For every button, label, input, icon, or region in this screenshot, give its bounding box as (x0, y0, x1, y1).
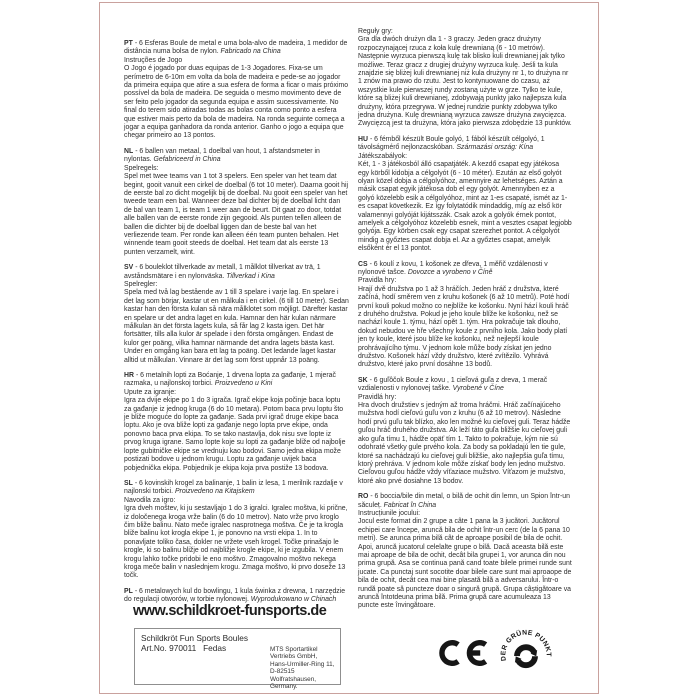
rules-text: Igra za dvije ekipe po 1 do 3 igrača. Igrač ekipe koja počinje baca loptu za gađanje iz jednog kruga (6 do 10 metara). Potom baca prvu loptu što je bliže moguće do lopte za gađanje. Sada prvi igrač druge ekipe baca loptu. Ako je ova bliže lopti za gađanje nego lopta prve ekipe, onda ponovno baca prva ekipa. To se tako nastavlja, dok nisu sve lopte iz prvog kruga igrane. Samo lopte koje su lopti za gađanje bliže od najbolje lopte gubitničke ekipe se vrednuju kao bodovi. Samo jedna ekipa može postizati bodove u jednom krugu. Loptu za gađanje uvijek baca pobjednička ekipa. Pobjednik je ekipa koja prva postiže 13 bodova. (124, 397, 346, 472)
rules-text: Hra dvoch družstiev s jedným až troma hráčmi. Hráč začínajúceho mužstva hodí cieľovú guľu von z kruhu (6 až 10 metrov). Následne hodí prvú guľu tak blízko, ako len možné ku cieľovej guli. Teraz hádže guľou hráč druhého družstva. Ak leží táto guľa bližšie ku cieľovej guli ako guľa tímu 1, hádže opäť tím 1. Takto to pokračuje, kým nie sú odohraté všetky gule prvého kola. Za body sa pokladajú len tie gule, ktoré sa nachádzajú ku cieľovej guli bližšie, ako najlepšia guľa tímu, ktorý prehráva. V jednom kole môže získať body len jedno mužstvo. Cieľovou guľou hádže vždy víťaziace mužstvo. Víťazom je mužstvo, ktoré ako prvé dosiahne 13 bodov. (358, 402, 571, 485)
section-hu (358, 136, 572, 254)
origin-note: Wyprodukowano w Chinach (250, 596, 337, 604)
gruene-punkt-curved-text: DER GRÜNE PUNKT (500, 629, 552, 662)
right-text-column (358, 28, 572, 618)
rules-heading: Pravidlá hry: (358, 393, 397, 401)
lang-code-sv: SV (124, 264, 134, 272)
section-sl (124, 480, 349, 581)
section-sk (358, 377, 572, 486)
origin-note: Proizvedeno u Kini (214, 380, 273, 388)
item-description: CS - 6 koulí z kovu, 1 košonek ze dřeva, 1 měřič vzdálenosti v nylonové tašce. Dovozce a vyrobeno v Číně (358, 260, 548, 276)
item-description: HR - 6 metalnih lopti za Boćanje, 1 drvena lopta za gađanje, 1 mjerač razmaka, u najlonskoj torbici. Proizvedeno u Kini (124, 372, 336, 388)
section-pt (124, 40, 349, 141)
item-description: SK - 6 guľôčok Boule z kovu , 1 cieľová guľa z dreva, 1 merač vzdialenosti v nylonovej taške. Vyrobené v Číne (358, 376, 548, 393)
lang-code-ro: RO (358, 493, 369, 501)
rules-heading: Pravidla hry: (358, 277, 397, 285)
origin-note: Származási ország: Kína (456, 144, 534, 152)
origin-note: Dovozce a vyrobeno v Číně (407, 268, 493, 276)
origin-note: Vyrobené v Číne (452, 385, 504, 393)
left-text-column (124, 40, 349, 612)
product-name: Schildkröt Fun Sports Boules (141, 633, 248, 643)
rules-heading: Játékszabályok: (358, 152, 408, 160)
lang-code-pt: PT (124, 40, 133, 47)
manufacturer-address: MTS Sportartikel Vertriebs GmbH, Hans-Urmiller-Ring 11, D-82515 Wolfratshausen, Germany. (270, 646, 335, 691)
lang-code-hr: HR (124, 372, 134, 380)
rules-heading: Reguły gry: (358, 28, 393, 35)
origin-note: Gefabriceerd in China (153, 156, 221, 164)
lang-code-hu: HU (358, 135, 368, 143)
rules-heading: Spelregler: (124, 280, 158, 288)
ce-mark-icon (439, 636, 493, 670)
section-sv (124, 264, 349, 365)
rules-text: Jocul este format din 2 grupe a câte 1 pana la 3 jucători. Jucătorul echipei care începe, aruncă bila de ochit într-un cerc (de la 6 pana 10 metri). Se arunca prima bilă cât de aproape posibil de bila de ochit. Apoi, aruncă jucatorul celelalte grupe o bilă. Dacă aceasta bilă este mai aproape de bila de ochit, decât bila grupei 1, vor arunca din nou prima grupă. Asa se continua pană cand toate bilele primei runde sunt jucate. Ca punctaj sunt socotite doar bilele care sunt mai aproaope de bila de ochit, decât cea mai bine plasată bilă a adversarului. Într-o rundă poate să puncteze doar o singură grupă. Grupa câștigătoare va aruncă întotdeuna prima bilă. Prima grupă care acumuleaza 13 puncte este învingătoare. (358, 518, 572, 610)
rules-text: Spela med två lag bestående av 1 till 3 spelare i varje lag. En spelare i det lag som börjar, kastar ut en målkula i en cirkel. (6 till 10 meter). Sedan kastar han den första kulan så nära målklotet som möjligt. Därefter kastar en spelare ur det andra laget en kula. Hamnar den här kulan närmare målkulan än det första lagets kula, så får lag 2 kasta igen. Det här fortsätter, tills alla kulor är spelade i den första omgången. Endast de kulor ger poäng, vilka hamnar närmande det andra lagets bästa kast. Under en omgång kan bara ett lag ta poäng. Det ledande laget kastar alltid ut målkulan. Vinnare är det lag som först uppnår 13 poäng. (124, 289, 349, 364)
article-number: Art.No. 970011 Fedas (141, 643, 227, 653)
rules-heading: Spelregels: (124, 164, 159, 172)
section-cs (358, 261, 572, 370)
item-description: SV - 6 bouleklot tillverkade av metall, 1 målklot tillverkat av trä, 1 avståndsmätare i en nylonväska. Tillverkad i Kina (124, 264, 321, 280)
gruene-punkt-icon (499, 626, 553, 681)
origin-note: Proizvedeno na Kitajskem (174, 488, 255, 496)
item-description: PL - 6 metalowych kul do bowlingu, 1 kula świnka z drewna, 1 narzędzie do regulacji otworów, w torbie nylonowej. Wyprodukowano w Chinach (124, 587, 346, 604)
section-pl-rules (358, 28, 572, 129)
lang-code-pl: PL (124, 587, 133, 595)
rules-heading: Upute za igranje: (124, 388, 177, 396)
rules-text: O Jogo é jogado por duas equipas de 1-3 Jogadores. Fixa-se um perímetro de 6-10m em volta da bola de madeira e pede-se ao jogador da primeira equipa que atire a sua esfera de forma a ficar o mais próximo possível da bola de madeira. De seguida o mesmo movimento deve de ser feito pelo jogador da segunda equipa e assim sucessivamente. No final do terem sido atiradas todas as bolas conta como ponto a esfera que estiver mais perto da bola de madeira. Na ronda seguinte começa a jogar a equipa ganhadora da ronda anterior. Ganho o jogo a equipa que chegar primeiro ao 13 pontos. (124, 65, 349, 140)
item-description: SL - 6 kovinskih krogel za balinanje, 1 balin iz lesa, 1 merilnik razdalje v najlonski torbici. Proizvedeno na Kitajskem (124, 479, 343, 496)
item-description: NL - 6 ballen van metaal, 1 doelbal van hout, 1 afstandsmeter in nylontas. Gefabriceerd in China (124, 147, 320, 164)
item-description: HU - 6 fémből készült Boule golyó, 1 fából készült célgolyó, 1 távolságmérő nejlonzacskóban. Származási ország: Kína (358, 135, 545, 152)
lang-code-sl: SL (124, 479, 133, 487)
section-hr (124, 372, 349, 473)
website-url: www.schildkroet-funsports.de (133, 603, 327, 619)
item-description: PT - 6 Esferas Boule de metal e uma bola-alvo de madeira, 1 medidor de distância numa bolsa de nylon. Fabricado na China (124, 40, 348, 56)
rules-text: Hrají dvě družstva po 1 až 3 hráčích. Jeden hráč z družstva, které začíná, hodí směrem ven z kruhu košonek (6 až 10 metrů). Poté hodí první kouli pokud možno co nejblíže ke košonku. Nyní hází kouli hráč z druhého družstva. Pokud je jeho koule blíže ke košonku, než se nachází koule 1. týmu, hází opět 1. tým. Hra pokračuje tak dlouho, dokud nebudou ve hře všechny koule z prvního kola. Jako body platí jen ty koule, které jsou blíže ke košonku, než nejlepší koule prohrávajícího týmu. V jednom kole může body získat jen jedno družstvo. Košonek hází vždy družstvo, které zvítězilo. Vyhrává družstvo, které jako první dosáhne 13 bodů. (358, 285, 570, 369)
rules-heading: Instruções de Jogo (124, 56, 183, 64)
rules-text: Gra dla dwóch drużyn dla 1 - 3 graczy. Jeden gracz drużyny rozpoczynającej rzuca z koła kulę drewnianą (6 - 10 metrów). Następnie wyrzuca pierwszą kulę tak blisko kuli drewnianej jak tylko możliwe. Teraz gracz z drugiej drużyny wyrzuca kulę. Jeśli ta kula znajdzie się bliżej kuli drewnianej niż kula drużyny nr 1, to drużyna nr 1 znów ma prawo do rzutu. Jest to kontynuowane do czasu, aż wszystkie kule pierwszej rundy zostaną użyte w grze. Tylko te kule, które są bliżej kuli drewnianej, zdobywają punkty jako najlepsza kula drużyny, która przegrywa. W jednej rundzie punkty zdobywa tylko jedna drużyna. Kulę drewnianą wyrzuca zawsze drużyna zwycięzca. Zwycięzcą jest ta drużyna, która jako pierwsza zdobędzie 13 punktów. (358, 36, 572, 128)
product-box (134, 628, 341, 691)
rules-text: Igra dveh moštev, ki ju sestavljajo 1 do 3 igralci. Igralec moštva, ki prične, iz določenega kroga vrže balin (6 do 10 metrov). Nato vrže prvo kroglo čim bliže balinu. Nato meče igralec nasprotnega moštva. Če je ta krogla bliže balinu kot krogla ekipe 1, je ponovno na vrsti ekipa 1. In to ponavljate toliko časa, dokler ne vržete vseh krogel. Točke prinašajo le krogle, ki so balinu bližje od najbližje krogle ekipe, ki je izgubila. V enem krogu lahko točke pridobi le eno moštvo. Zmagovalno moštvo nekega kroga meče balin v naslednjem krogu. Zmaga moštvo, ki prvo doseže 13 točk. (124, 505, 348, 580)
page-cutline-frame (99, 2, 599, 694)
section-ro (358, 493, 572, 611)
rules-text: Két, 1 - 3 játékosból álló csapatjáték. A kezdő csapat egy játékosa egy körből kidobja a célgolyót (6 - 10 méter). Ezután az első golyót olyan közel dobja a célgolyóhoz, amennyire az lehetséges. Aztán a másik csapat egyik játékosa dob el egy golyót. Amennyiben ez a golyó közelebb esik a célgolyóhoz, mint az 1-es csapaté, ismét az 1-es csapat következik. Ez így folytatódik mindaddig, míg az első kör valamennyi golyóját kijátsszák. Csak azok a golyók érnek pontot, amelyek a célgolyóhoz közelebb esnek, mint a vesztes csapat legjobb golyója. Egy körben csak egy csapat szerezhet pontot. A célgolyót mindig a győztes csapat dobja el. Az a győztes csapat, amelyik elsőként ér el 13 pontot. (358, 161, 572, 253)
origin-note: Fabricado na China (220, 48, 281, 56)
section-nl (124, 148, 349, 257)
rules-heading: Navodila za igro: (124, 496, 176, 504)
lang-code-sk: SK (358, 376, 368, 384)
origin-note: Fabricat în China (383, 501, 437, 509)
lang-code-nl: NL (124, 147, 134, 155)
rules-heading: Instrucțiunile jocului: (358, 509, 421, 517)
origin-note: Tillverkad i Kina (226, 272, 275, 280)
item-description: RO - 6 boccia/bile din metal, o bilă de ochit din lemn, un Spion într-un săculeț. Fabricat în China (358, 493, 570, 509)
lang-code-cs: CS (358, 260, 368, 268)
rules-text: Spel met twee teams van 1 tot 3 spelers. Een speler van het team dat begint, gooit vanuit een cirkel de doelbal (6 tot 10 meter). Daarna gooit hij de eerste bal zo dicht mogelijk bij de doelbal. Nu gooit een speler van het tweede team een bal. Wanneer deze bal dichter bij de doelbal licht dan de bal van team 1, is team 1 weer aan de beurt. Dit gaat zo door, totdat alle ballen van de eerste ronde zijn gegooid. Als punten tellen alleen de ballen die dichter bij de doelbal liggen dan de beste bal van het verliezende team. Per ronde kan alleen één team punten behalen. Het winnende team gooit steeds de doelbal. Het team dat als eerste 13 punten verzamelt, wint. (124, 173, 349, 256)
